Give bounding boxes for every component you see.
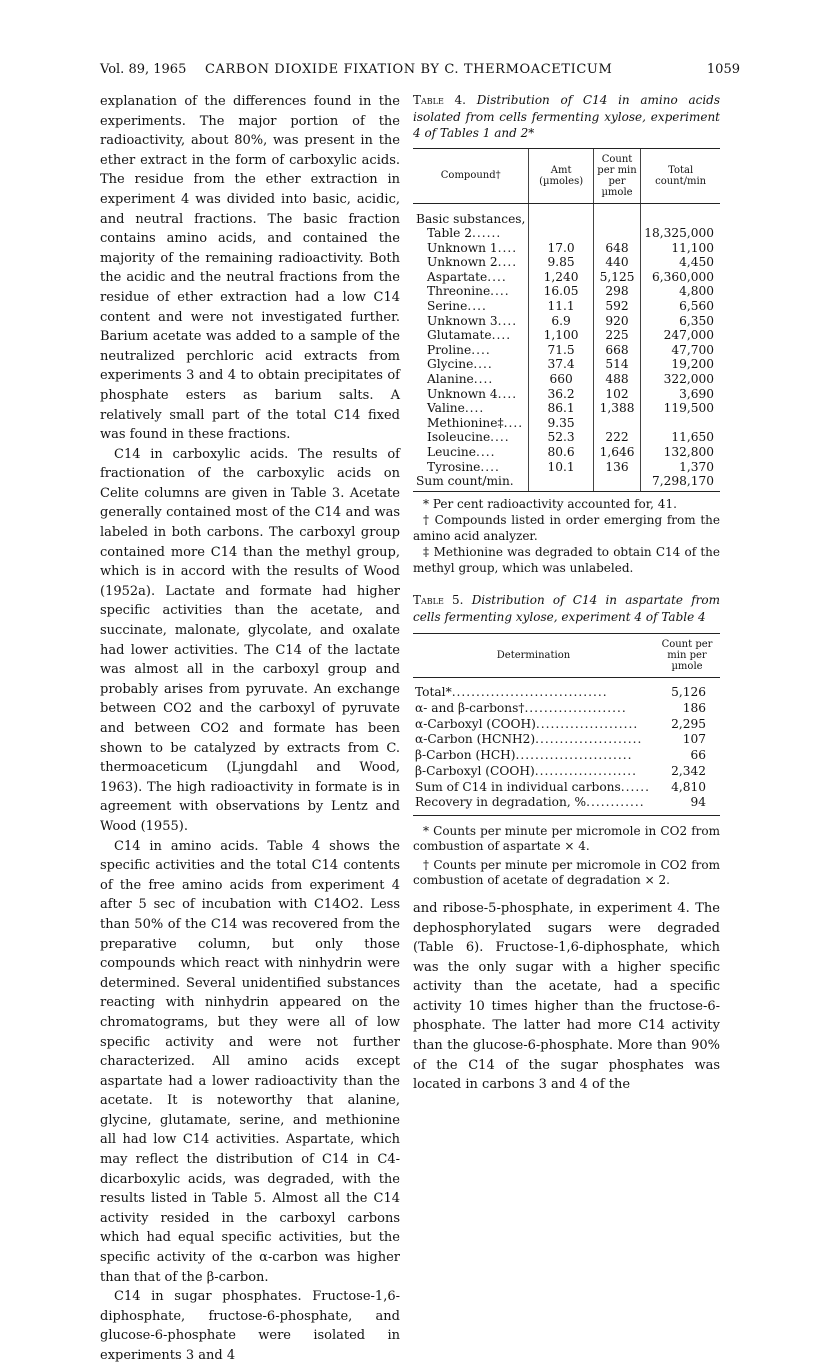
table-row bbox=[413, 717, 720, 733]
running-title: CARBON DIOXIDE FIXATION BY C. THERMOACETICUM bbox=[205, 62, 613, 77]
compound-cell: Aspartate.... bbox=[427, 269, 507, 284]
footnote: † Counts per minute per micromole in CO2 from combustion of acetate of degradation × 2. bbox=[413, 857, 720, 888]
determination-cell: α-Carbon (HCNH2)...................... bbox=[415, 732, 643, 747]
total-cell: 3,690 bbox=[641, 387, 720, 402]
compound-cell: Serine.... bbox=[427, 299, 487, 314]
total-cell: 1,370 bbox=[641, 460, 720, 475]
total-cell: 6,560 bbox=[641, 299, 720, 314]
determination-cell: α- and β-carbons†..................... bbox=[415, 700, 627, 715]
total-cell: 6,360,000 bbox=[641, 270, 720, 285]
table5-footnotes bbox=[413, 824, 720, 889]
footnote: ‡ Methionine was degraded to obtain C14 of the methyl group, which was unlabeled. bbox=[413, 545, 720, 575]
footnote: * Counts per minute per micromole in CO2 from combustion of aspartate × 4. bbox=[413, 823, 720, 854]
paragraph: C14 in amino acids. Table 4 shows the specific activities and the total C14 contents of the free amino acids from experiment 4 after 5 sec of incubation with C14O2. Less than 50% of the C14 was recovered from the preparative column, but only those compounds which react with ninhydrin were determined. Several unidentified substances reacting with ninhydrin appeared on the chromatograms, but they were all of low specific activity and were not further characterized. All amino acids except aspartate had a lower radioactivity than the acetate. It is noteworthy that alanine, glycine, glutamate, serine, and methionine all had low C14 activities. Aspartate, which may reflect the distribution of C14 in C4-dicarboxylic acids, was degraded, with the results listed in Table 5. Almost all the C14 activity resided in the carboxyl carbons which had equal specific activities, but the specific activity of the α-carbon was higher than that of the β-carbon. bbox=[100, 838, 400, 1285]
table5-label: Table 5. bbox=[413, 593, 464, 608]
table-row bbox=[413, 203, 720, 226]
amount-cell: 1,100 bbox=[529, 328, 593, 343]
compound-cell: Isoleucine.... bbox=[427, 430, 510, 445]
total-cell: 119,500 bbox=[641, 401, 720, 416]
value-cell: 94 bbox=[654, 795, 720, 815]
table-row bbox=[413, 270, 720, 285]
total-cell bbox=[641, 416, 720, 431]
compound-cell: Unknown 2.... bbox=[427, 255, 518, 270]
table-row bbox=[413, 430, 720, 445]
count-cell: 440 bbox=[593, 255, 640, 270]
determination-cell: α-Carboxyl (COOH)..................... bbox=[415, 716, 639, 731]
count-cell: 514 bbox=[593, 357, 640, 372]
value-cell: 107 bbox=[682, 732, 706, 747]
table4-caption-text: Distribution of C14 in amino acids isolated from cells fermenting xylose, experiment 4 of Tables 1 and 2* bbox=[413, 93, 720, 140]
determination-cell: β-Carboxyl (COOH)..................... bbox=[415, 763, 638, 778]
compound-cell: Proline.... bbox=[427, 342, 491, 357]
determination-cell: Sum of C14 in individual carbons...... bbox=[415, 779, 651, 794]
compound-cell: Glutamate.... bbox=[427, 328, 512, 343]
count-cell: 225 bbox=[593, 328, 640, 343]
count-cell: 1,388 bbox=[593, 401, 640, 416]
amount-cell: 71.5 bbox=[529, 343, 593, 358]
total-cell: 4,800 bbox=[641, 284, 720, 299]
left-column bbox=[100, 92, 400, 1366]
count-cell: 222 bbox=[593, 430, 640, 445]
amount-cell: 1,240 bbox=[529, 270, 593, 285]
value-cell: 5,126 bbox=[671, 685, 706, 700]
right-column-text: and ribose-5-phosphate, in experiment 4. The dephosphorylated sugars were degraded (Table 6). Fructose-1,6-diphosphate, which was the only sugar with a higher specific activity than the acetate, had a specific activity 10 times higher than the fructose-6-phosphate. The latter had more C14 activity than the glucose-6-phosphate. More than 90% of the C14 of the sugar phosphates was located in carbons 3 and 4 of the bbox=[413, 900, 720, 1093]
table4-col-amount: Amt (µmoles) bbox=[529, 148, 593, 203]
amount-cell: 9.85 bbox=[529, 255, 593, 270]
total-cell: 11,650 bbox=[641, 430, 720, 445]
total-cell: 322,000 bbox=[641, 372, 720, 387]
amount-cell: 10.1 bbox=[529, 460, 593, 475]
total-cell: 19,200 bbox=[641, 357, 720, 372]
table4-col-total: Total count/min bbox=[641, 148, 720, 203]
table-row bbox=[413, 748, 720, 764]
basic-substances-label: Basic substances, bbox=[416, 211, 526, 226]
table-row bbox=[413, 372, 720, 387]
table-row bbox=[413, 460, 720, 475]
compound-cell: Threonine.... bbox=[427, 284, 510, 299]
determination-cell: Recovery in degradation, %............ bbox=[413, 795, 654, 815]
table-row bbox=[413, 226, 720, 241]
value-cell: 2,295 bbox=[671, 716, 706, 731]
count-cell: 298 bbox=[593, 284, 640, 299]
compound-cell: Unknown 4.... bbox=[427, 386, 518, 401]
table5-col-determination: Determination bbox=[413, 634, 654, 678]
compound-cell: Unknown 1.... bbox=[427, 240, 518, 255]
sum-label: Sum count/min. bbox=[413, 474, 529, 491]
table4-col-compound: Compound† bbox=[413, 148, 529, 203]
count-cell: 920 bbox=[593, 314, 640, 329]
count-cell: 648 bbox=[593, 241, 640, 256]
table-row bbox=[413, 314, 720, 329]
amount-cell: 6.9 bbox=[529, 314, 593, 329]
compound-cell: Leucine.... bbox=[427, 445, 496, 459]
count-cell: 136 bbox=[593, 460, 640, 475]
amount-cell: 36.2 bbox=[529, 387, 593, 402]
compound-cell: Glycine.... bbox=[427, 357, 493, 372]
count-cell: 488 bbox=[593, 372, 640, 387]
paragraph: C14 in carboxylic acids. The results of fractionation of the carboxylic acids on Celite columns are given in Table 3. Acetate generally contained most of the C14 and was labeled in both carbons. The carboxyl group contained more C14 than the methyl group, which is in accord with the results of Wood (1952a). Lactate and formate had higher specific activities than the acetate, and succinate, malonate, glycolate, and oxalate had lower activities. The C14 of the lactate was almost all in the carboxyl group and probably arises from pyruvate. An exchange between CO2 and the carboxyl of pyruvate and between CO2 and formate has been shown to be catalyzed by extracts from C. thermoaceticum (Ljungdahl and Wood, 1963). The high radioactivity in formate is in agreement with observations by Lentz and Wood (1955). bbox=[100, 446, 400, 834]
table-row bbox=[413, 401, 720, 416]
table-row bbox=[413, 764, 720, 780]
compound-cell: Unknown 3.... bbox=[427, 313, 518, 328]
amount-cell: 17.0 bbox=[529, 241, 593, 256]
sum-total: 7,298,170 bbox=[641, 474, 720, 491]
paragraph: explanation of the differences found in the experiments. The major portion of the radioactivity, about 80%, was present in the ether extract in the form of carboxylic acids. The residue from the ether extraction in experiment 4 was divided into basic, acidic, and neutral fractions. The basic fraction contains amino acids, and contained the majority of the remaining radioactivity. Both the acidic and the neutral fractions from the residue of ether extraction had a low C14 content and were not investigated further. Barium acetate was added to a sample of the neutralized perchloric acid extracts from experiments 3 and 4 to obtain precipitates of phosphate esters as barium salts. A relatively small part of the total C14 fixed was found in these fractions. bbox=[100, 94, 400, 443]
table4 bbox=[413, 148, 720, 492]
table-row bbox=[413, 328, 720, 343]
page-number: 1059 bbox=[706, 62, 740, 77]
value-cell: 186 bbox=[682, 700, 706, 715]
table-row bbox=[413, 795, 720, 815]
determination-cell: β-Carbon (HCH)........................ bbox=[415, 748, 633, 763]
amount-cell: 52.3 bbox=[529, 430, 593, 445]
table-row bbox=[413, 284, 720, 299]
table4-col-count: Count per min per µmole bbox=[593, 148, 640, 203]
count-cell: 592 bbox=[593, 299, 640, 314]
compound-cell: Alanine.... bbox=[427, 372, 494, 387]
compound-cell: Valine.... bbox=[427, 401, 485, 416]
amount-cell: 80.6 bbox=[529, 445, 593, 460]
amount-cell: 9.35 bbox=[529, 416, 593, 431]
table-row bbox=[413, 445, 720, 460]
basic-total: 18,325,000 bbox=[641, 226, 720, 241]
volume-label: Vol. 89, 1965 bbox=[100, 62, 187, 77]
table-row bbox=[413, 780, 720, 796]
footnote: * Per cent radioactivity accounted for, 41. bbox=[423, 496, 677, 511]
table-row bbox=[413, 416, 720, 431]
total-cell: 132,800 bbox=[641, 445, 720, 460]
value-cell: 66 bbox=[690, 748, 706, 763]
table-row bbox=[413, 299, 720, 314]
table-row bbox=[413, 387, 720, 402]
footnote: † Compounds listed in order emerging from the amino acid analyzer. bbox=[413, 513, 720, 543]
amount-cell: 16.05 bbox=[529, 284, 593, 299]
table-row bbox=[413, 343, 720, 358]
count-cell bbox=[593, 416, 640, 431]
table4-label: Table 4. bbox=[413, 93, 466, 107]
amount-cell: 11.1 bbox=[529, 299, 593, 314]
paragraph: C14 in sugar phosphates. Fructose-1,6-diphosphate, fructose-6-phosphate, and glucose-6-phosphate were isolated in experiments 3 and 4 bbox=[100, 1289, 400, 1363]
amount-cell: 86.1 bbox=[529, 401, 593, 416]
table5-caption-text: Distribution of C14 in aspartate from cells fermenting xylose, experiment 4 of Table 4 bbox=[413, 593, 720, 624]
compound-cell: Methionine‡.... bbox=[427, 415, 524, 430]
value-cell: 2,342 bbox=[671, 763, 706, 778]
table-row bbox=[413, 701, 720, 717]
table4-footnotes bbox=[413, 497, 720, 577]
amount-cell: 660 bbox=[529, 372, 593, 387]
table-row bbox=[413, 474, 720, 491]
count-cell: 1,646 bbox=[593, 445, 640, 460]
determination-cell: Total*................................ bbox=[415, 685, 608, 700]
table-row bbox=[413, 241, 720, 256]
total-cell: 4,450 bbox=[641, 255, 720, 270]
table-row bbox=[413, 357, 720, 372]
count-cell: 5,125 bbox=[593, 270, 640, 285]
table-row bbox=[413, 732, 720, 748]
amount-cell: 37.4 bbox=[529, 357, 593, 372]
table5-col-count: Count per min per µmole bbox=[654, 634, 720, 678]
total-cell: 11,100 bbox=[641, 241, 720, 256]
count-cell: 102 bbox=[593, 387, 640, 402]
table-row bbox=[413, 678, 720, 701]
value-cell: 4,810 bbox=[671, 779, 706, 794]
right-column bbox=[413, 92, 720, 1095]
table5 bbox=[413, 633, 720, 816]
compound-cell: Tyrosine.... bbox=[427, 459, 500, 474]
table5-caption bbox=[413, 592, 720, 625]
table-row bbox=[413, 255, 720, 270]
table4-caption bbox=[413, 92, 720, 142]
total-cell: 247,000 bbox=[641, 328, 720, 343]
total-cell: 47,700 bbox=[641, 343, 720, 358]
basic-substances-sub: Table 2...... bbox=[427, 226, 502, 241]
count-cell: 668 bbox=[593, 343, 640, 358]
total-cell: 6,350 bbox=[641, 314, 720, 329]
